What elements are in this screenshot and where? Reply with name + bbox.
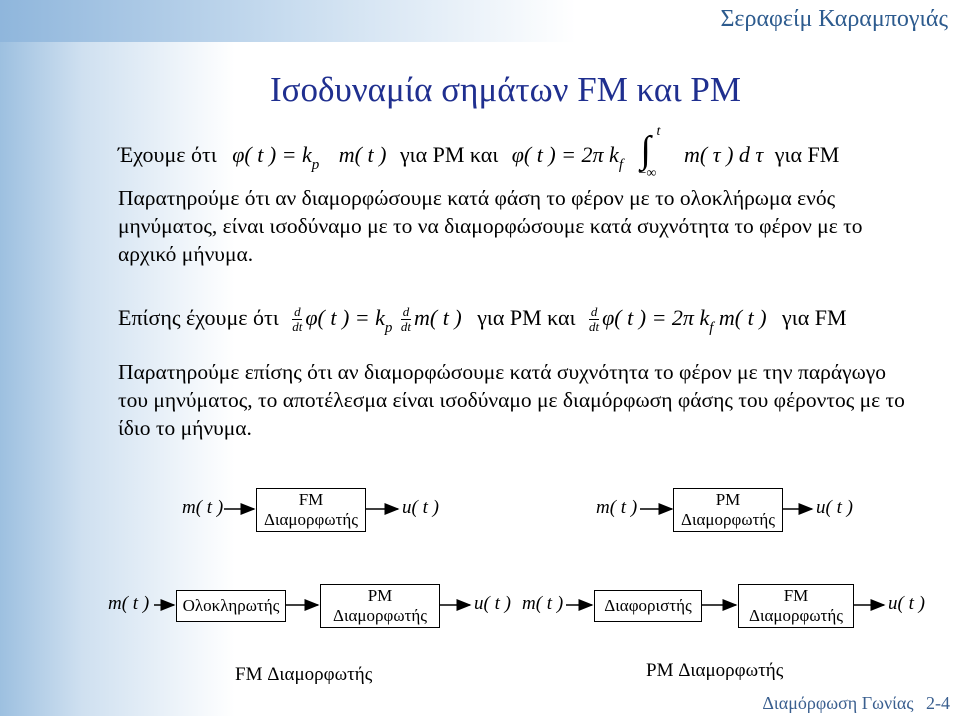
differentiator-box: Διαφοριστής xyxy=(594,590,702,622)
pm-modulator-box-top: PM Διαμορφωτής xyxy=(673,488,783,532)
signal-u-top-left: u( t ) xyxy=(402,497,439,518)
caption-fm-modulator: FM Διαμορφωτής xyxy=(235,664,373,685)
phi-formula: φ( t ) = k xyxy=(305,305,385,330)
integral-lower: −∞ xyxy=(638,165,657,181)
pm-text: για PM και xyxy=(399,142,499,167)
paragraph-1: Παρατηρούμε ότι αν διαμορφώσουμε κατά φάση το φέρον με το ολοκλήρωμα ενός μηνύματος, είναι ισοδύναμο με το να διαμορφώσουμε κατά συχνότητα το φέρον με το αρχικό μήνυμα. xyxy=(118,186,863,266)
page-number: 2-4 xyxy=(926,693,950,713)
signal-m-top-right: m( t ) xyxy=(596,497,638,518)
footer-label: Διαμόρφωση Γωνίας xyxy=(762,693,914,713)
line2-fm-text: για FM xyxy=(782,305,847,330)
caption-pm-modulator: PM Διαμορφωτής xyxy=(646,660,784,681)
signal-u-bottom-2: u( t ) xyxy=(888,593,925,614)
line2-pm-sub: p xyxy=(384,320,393,336)
integral-sign-icon: ∫ xyxy=(640,128,651,171)
phi2-formula: φ( t ) = 2π k xyxy=(602,305,710,330)
pm-modulator-box-bottom: PM Διαμορφωτής xyxy=(320,584,440,628)
pm-formula-rhs: m( t ) xyxy=(338,142,387,167)
paragraph-2: Παρατηρούμε επίσης ότι αν διαμορφώσουμε κατά συχνότητα το φέρον με την παράγωγο του μηνύματος, το αποτέλεσμα είναι ισοδύναμο με διαμόρφωση φάσης του φέροντος με το ίδιο το μήνυμα. xyxy=(118,360,905,440)
signal-u-bottom-1: u( t ) xyxy=(474,593,511,614)
signal-u-top-right: u( t ) xyxy=(816,497,853,518)
line2-fm-sub: f xyxy=(709,320,714,336)
integrator-box: Ολοκληρωτής xyxy=(176,590,286,622)
fm-formula-lhs: φ( t ) = 2π k xyxy=(511,142,619,167)
fm-subscript: f xyxy=(618,157,623,173)
fm-formula-rhs: m( τ ) d τ xyxy=(684,142,764,167)
slide-title: Ισοδυναμία σημάτων FM και PM xyxy=(270,70,741,109)
derivative-3: $\frac{d}{dt}$ xyxy=(589,304,600,335)
m-formula: m( t ) xyxy=(414,305,462,330)
footer xyxy=(762,693,950,714)
pm-formula-lhs: φ( t ) = k xyxy=(232,142,312,167)
pm-subscript: p xyxy=(311,157,320,173)
signal-m-bottom-2: m( t ) xyxy=(522,593,564,614)
line2-pm-text: για PM και xyxy=(477,305,576,330)
fm-modulator-box-top: FM Διαμορφωτής xyxy=(256,488,366,532)
integral-upper: t xyxy=(656,123,661,139)
fm-text: για FM xyxy=(774,142,840,167)
author-name: Σεραφείμ Καραμπογιάς xyxy=(720,6,948,32)
derivative-2: $\frac{d}{dt}$ xyxy=(400,304,412,335)
fm-modulator-box-bottom: FM Διαμορφωτής xyxy=(738,584,854,628)
line2-intro: Επίσης έχουμε ότι xyxy=(118,305,279,330)
m2-formula: m( t ) xyxy=(718,305,767,330)
line1-intro: Έχουμε ότι xyxy=(118,142,217,167)
signal-m-bottom-1: m( t ) xyxy=(108,593,150,614)
signal-m-top-left: m( t ) xyxy=(182,497,224,518)
derivative-1: $\frac{d}{dt}$ xyxy=(292,304,303,335)
